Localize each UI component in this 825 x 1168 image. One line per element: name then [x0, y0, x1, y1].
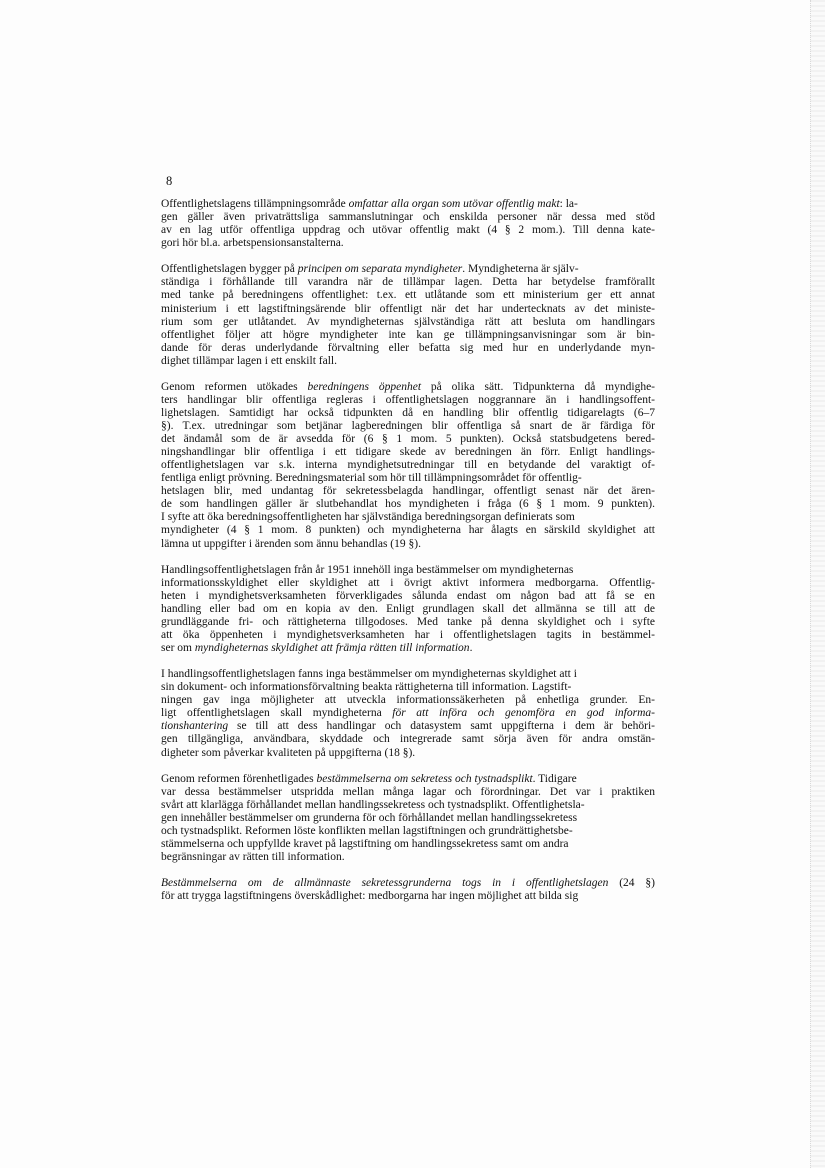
text-segment: Offentlighetslagens tillämpningsområde	[161, 198, 349, 210]
text-segment: gen innehåller bestämmelser om grunderna för och förhållandet mellan handlingssekretess	[161, 811, 578, 824]
text-line	[161, 851, 655, 864]
text-segment: fentliga enligt prövning. Beredningsmaterial som hör till tillämpningsområdet för offentlig-	[161, 472, 582, 485]
text-segment: handling eller bad om en kopia av den. Enligt grundlagen skall det allmänna se till att de	[161, 602, 655, 615]
text-line	[161, 316, 655, 329]
text-line	[161, 799, 655, 812]
scan-edge	[810, 0, 825, 1168]
text-line	[161, 303, 655, 316]
text-segment: gori hör bl.a. arbetspensionsanstalterna.	[161, 237, 344, 250]
text-line	[161, 511, 655, 524]
text-segment: I handlingsoffentlighetslagen fanns inga bestämmelser om myndigheternas skyldighet att i	[161, 668, 577, 681]
text-segment: offentlighet följer att högre myndigheter inte kan ge tillämpningsanvisningar som är bin-	[161, 328, 655, 341]
text-segment: gen gäller även privaträttsliga sammanslutningar och enskilda personer när dessa med stöd	[161, 211, 655, 224]
text-line	[161, 564, 655, 577]
text-segment: lämna ut uppgifter i ärenden som ännu behandlas (19 §).	[161, 537, 421, 550]
text-segment: svårt att klarlägga förhållandet mellan handlingssekretess och tystnadsplikt. Offentlighetsla-	[161, 798, 585, 811]
text-line	[161, 224, 655, 237]
text-segment: på olika sätt. Tidpunkterna då myndighe-	[421, 380, 655, 393]
text-segment: : la-	[559, 198, 578, 210]
text-line	[161, 825, 655, 838]
text-line	[161, 786, 655, 799]
text-line	[161, 237, 655, 250]
body-text	[161, 198, 655, 917]
text-line	[161, 838, 655, 851]
text-segment: sin dokument- och informationsförvaltning beakta rättigheterna till information. Lagstift-	[161, 681, 572, 694]
page-number: 8	[166, 174, 173, 188]
text-line	[161, 694, 655, 707]
text-line	[161, 498, 655, 511]
text-line	[161, 342, 655, 355]
text-segment: var dessa bestämmelser utspridda mellan många lagar och förordningar. Det var i praktiken	[161, 785, 655, 798]
text-line	[161, 720, 655, 733]
text-segment: (24 §)	[608, 877, 655, 890]
text-segment: heten i myndighetsverksamheten förverkligades sålunda endast om någon bad att få se en	[161, 589, 655, 602]
text-line	[161, 485, 655, 498]
text-segment: ningen gav inga möjligheter att utveckla informationssäkerheten på enhetliga grunder. En-	[161, 694, 655, 707]
text-line	[161, 420, 655, 433]
text-segment: lighetslagen. Samtidigt har också tidpunkten då en handling blir offentlig tidigarelagts (6–7	[161, 407, 655, 420]
text-line	[161, 211, 655, 224]
text-line	[161, 629, 655, 642]
text-line	[161, 263, 655, 276]
text-segment: gen tillgängliga, användbara, skyddade och integrerade samt sörja även för andra omstän-	[161, 733, 655, 746]
text-segment: dighet tillämpar lagen i ett enskilt fall.	[161, 354, 337, 367]
text-segment: grundläggande fri- och rättigheterna tillgodoses. Med tanke på denna skyldighet och i syfte	[161, 615, 655, 628]
text-line	[161, 642, 655, 655]
text-segment: ministerium i ett lagstiftningsärende blir offentligt när det har undertecknats av det ministe-	[161, 302, 655, 315]
text-line	[161, 590, 655, 603]
text-segment: dande för deras underlydande förvaltning eller befatta sig med hur en underlydande myn-	[161, 341, 655, 354]
text-line	[161, 329, 655, 342]
text-line	[161, 446, 655, 459]
text-segment: .	[469, 642, 473, 655]
emphasis-text: myndigheternas skyldighet att främja rätten till information	[194, 642, 470, 655]
text-segment: digheter som påverkar kvaliteten på uppgifterna (18 §).	[161, 746, 416, 759]
text-segment: §). T.ex. utredningar som betjänar lagberedningen blir offentliga så snart de är färdiga för	[161, 420, 655, 433]
text-segment: offentlighetslagen var s.k. interna myndighetsutredningar till en betydande del varaktigt of-	[161, 459, 655, 472]
text-segment: hetslagen blir, med undantag för sekretessbelagda handlingar, offentligt senast när det ären-	[161, 485, 655, 498]
text-segment: Offentlighetslagen bygger på	[161, 263, 298, 276]
paragraph	[161, 877, 655, 903]
emphasis-text: bestämmelserna om sekretess och tystnadsplikt	[316, 772, 533, 785]
emphasis-text: beredningens öppenhet	[307, 380, 422, 393]
text-line	[161, 616, 655, 629]
emphasis-text: omfattar alla organ som utövar offentlig makt	[348, 198, 560, 210]
text-line	[161, 890, 655, 903]
text-segment: av en lag utför offentliga uppdrag och utövar offentlig makt (4 § 2 mom.). Till denna kate-	[161, 224, 655, 237]
text-segment: Handlingsoffentlighetslagen från år 1951 innehöll inga bestämmelser om myndigheternas	[161, 563, 574, 576]
text-segment: . Myndigheterna är själv-	[462, 263, 579, 276]
text-segment: se till att dess handlingar och datasystem samt uppgifterna i dem är behöri-	[228, 720, 655, 733]
text-line	[161, 603, 655, 616]
text-line	[161, 381, 655, 394]
text-segment: myndigheter (4 § 1 mom. 8 punkten) och myndigheterna har ålagts en särskild skyldighet att	[161, 524, 655, 537]
text-line	[161, 407, 655, 420]
text-segment: och tystnadsplikt. Reformen löste konflikten mellan lagstiftningen och grundrättighetsbe-	[161, 824, 573, 837]
text-segment: det ändamål som de är avsedda för (6 § 1 mom. 5 punkten). Också statsbudgetens bered-	[161, 433, 655, 446]
text-segment: begränsningar av rätten till information.	[161, 851, 345, 864]
text-segment: för att trygga lagstiftningens överskådlighet: medborgarna har ingen möjlighet att bilda sig	[161, 890, 579, 903]
text-line	[161, 773, 655, 786]
text-line	[161, 877, 655, 890]
text-segment: med tanke på beredningens offentlighet: t.ex. ett utlåtande som ett ministerium ger ett annat	[161, 289, 655, 302]
text-line	[161, 289, 655, 302]
paragraph	[161, 381, 655, 551]
text-segment: ser om	[161, 642, 195, 655]
text-line	[161, 707, 655, 720]
text-line	[161, 812, 655, 825]
text-segment: I syfte att öka beredningsoffentligheten har självständiga beredningsorgan definierats som	[161, 511, 575, 524]
emphasis-text: principen om separata myndigheter	[297, 263, 463, 276]
text-line	[161, 276, 655, 289]
text-segment: informationsskyldighet eller skyldighet att i övrigt aktivt informera medborgarna. Offentlig-	[161, 576, 655, 589]
paragraph	[161, 564, 655, 655]
text-segment: stämmelserna och uppfyllde kravet på lagstiftning om handlingssekretess samt om andra	[161, 838, 569, 850]
emphasis-text: tionshantering	[161, 720, 229, 733]
text-line	[161, 472, 655, 485]
text-segment: rium som ger utlåtandet. Av myndigheternas självständiga rätt att besluta om handlingars	[161, 315, 655, 328]
text-line	[161, 355, 655, 368]
emphasis-text: Bestämmelserna om de allmännaste sekretessgrunderna togs in i offentlighetslagen	[161, 877, 609, 890]
paragraph	[161, 263, 655, 367]
text-segment: Genom reformen utökades	[161, 380, 308, 393]
text-line	[161, 681, 655, 694]
text-line	[161, 733, 655, 746]
text-line	[161, 394, 655, 407]
text-segment: ständiga i förhållande till varandra när de tillämpar lagen. Detta har betydelse framförallt	[161, 276, 655, 289]
text-segment: att öka öppenheten i myndighetsverksamheten har i offentlighetslagen tagits in bestämmel-	[161, 628, 655, 641]
text-segment: ligt offentlighetslagen skall myndigheterna	[161, 707, 393, 720]
text-segment: ningshandlingar blir offentliga i ett tidigare skede av beredningen än förr. Enligt handlings-	[161, 446, 655, 459]
text-line	[161, 538, 655, 551]
paragraph	[161, 668, 655, 759]
paragraph	[161, 198, 655, 250]
text-line	[161, 577, 655, 590]
text-segment: . Tidigare	[532, 772, 577, 785]
text-line	[161, 524, 655, 537]
text-line	[161, 747, 655, 760]
text-line	[161, 198, 655, 211]
text-segment: de som handlingen gäller är slutbehandlat hos myndigheten i fråga (6 § 1 mom. 9 punkten).	[161, 498, 655, 511]
text-line	[161, 668, 655, 681]
text-segment: Genom reformen förenhetligades	[161, 772, 317, 785]
paragraph	[161, 773, 655, 864]
text-line	[161, 459, 655, 472]
text-line	[161, 433, 655, 446]
emphasis-text: för att införa och genomföra en god informa-	[392, 707, 655, 720]
text-segment: ters handlingar blir offentliga regleras i offentlighetslagen noggrannare än i handlingsoffent-	[161, 393, 655, 406]
